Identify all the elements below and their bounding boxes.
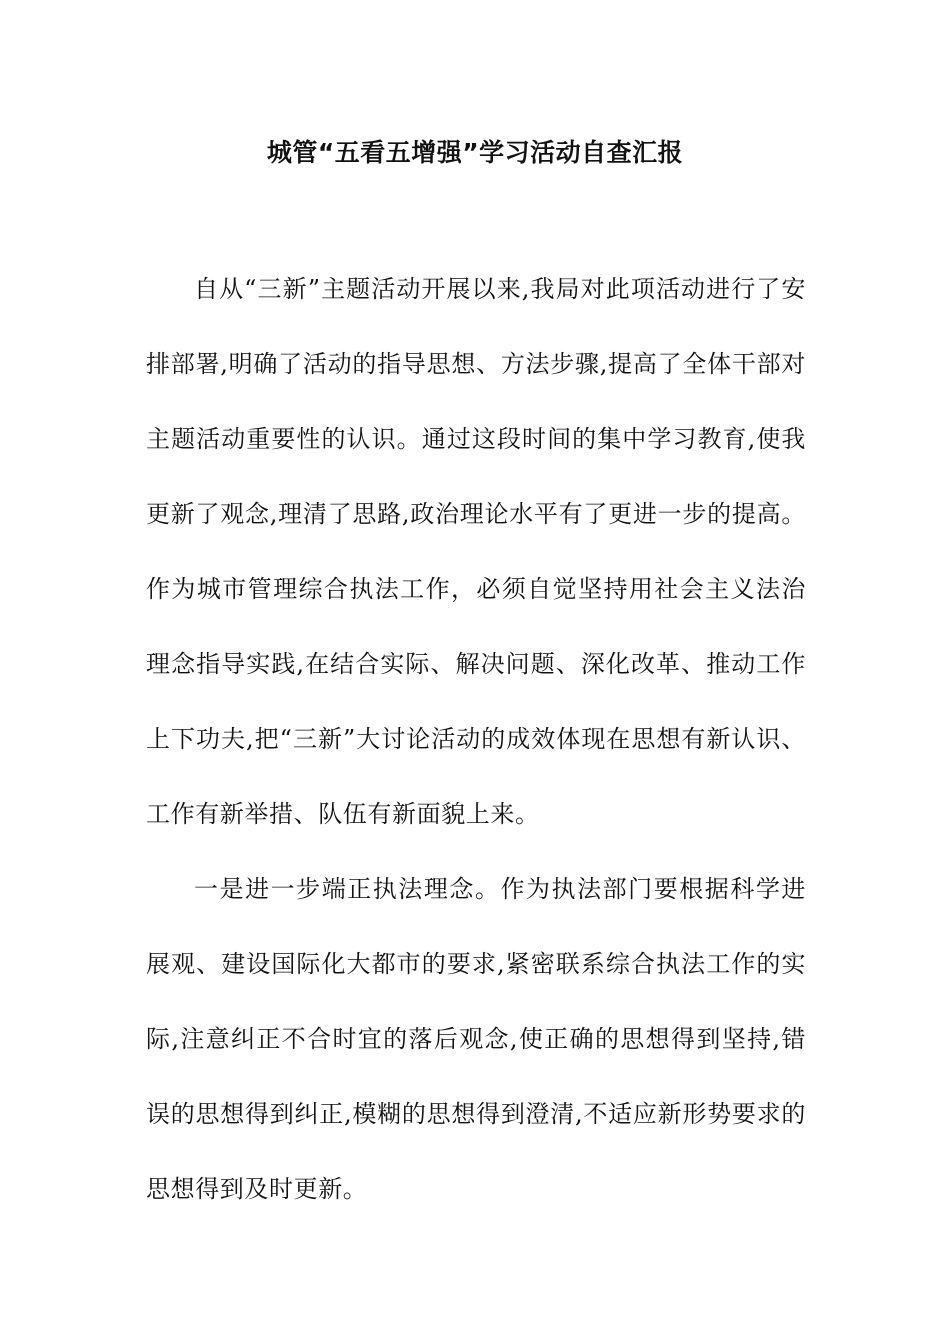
document-body — [146, 252, 806, 1227]
paragraph-intro: 自从“三新”主题活动开展以来,我局对此项活动进行了安排部署,明确了活动的指导思想、方法步骤,提高了全体干部对主题活动重要性的认识。通过这段时间的集中学习教育,使我更新了观念,理清了思路,政治理论水平有了更进一步的提高。作为城市管理综合执法工作，必须自觉坚持用社会主义法治理念指导实践,在结合实际、解决问题、深化改革、推动工作上下功夫,把“三新”大讨论活动的成效体现在思想有新认识、工作有新举措、队伍有新面貌上来。 — [146, 275, 806, 828]
document-title: 城管“五看五增强”学习活动自查汇报 — [266, 138, 684, 167]
paragraph-point-one: 一是进一步端正执法理念。作为执法部门要根据科学进展观、建设国际化大都市的要求,紧密联系综合执法工作的实际,注意纠正不合时宜的落后观念,使正确的思想得到坚持,错误的思想得到纠正,模糊的思想得到澄清,不适应新形势要求的思想得到及时更新。 — [146, 875, 806, 1203]
